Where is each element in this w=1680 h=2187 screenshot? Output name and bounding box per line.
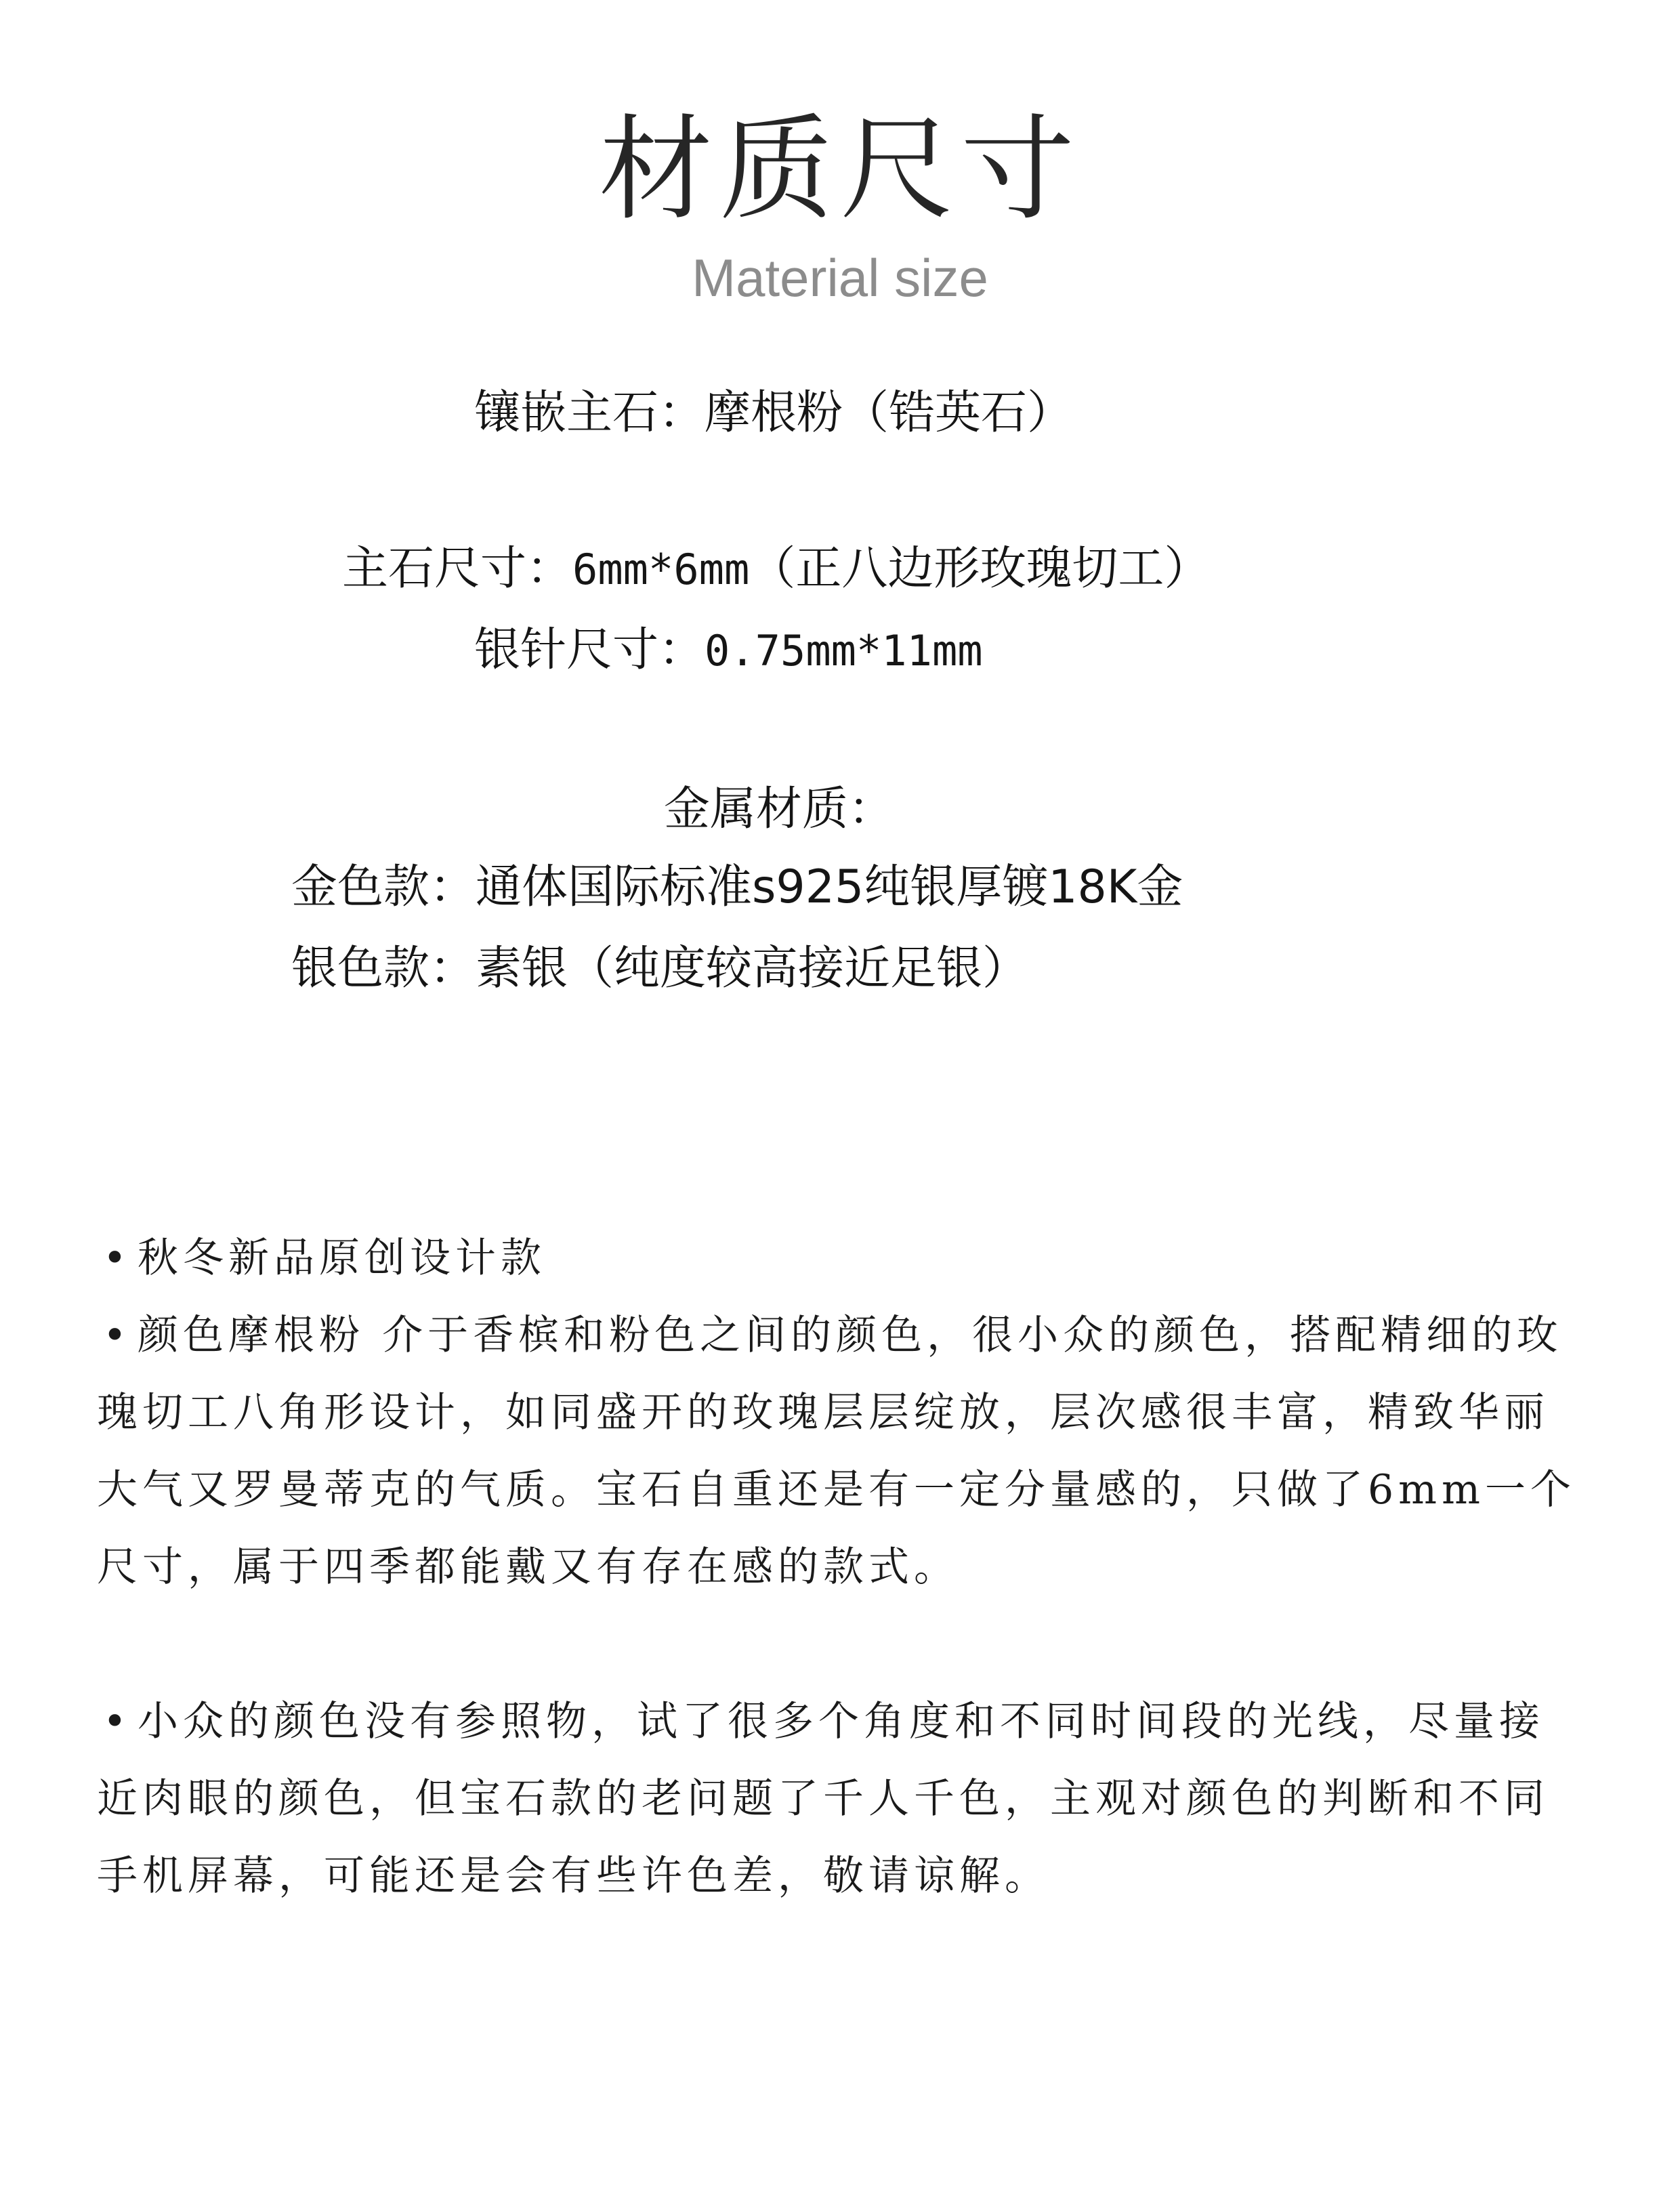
spec-main-stone-size xyxy=(342,539,1210,600)
spec-main-stone-note: （正八边形玫瑰切工） xyxy=(749,542,1211,596)
bullet-icon: • xyxy=(102,1698,132,1745)
note-item xyxy=(97,1683,1587,1915)
page-title: 材质尺寸 xyxy=(599,103,1081,236)
spec-gold-version: 金色款：通体国际标准s925纯银厚镀18K金 xyxy=(291,860,1183,914)
spec-pin-value: 0.75mm*11mm xyxy=(705,626,983,675)
spec-silver-version: 银色款：素银（纯度较高接近足银） xyxy=(291,942,1029,995)
note-item xyxy=(97,1220,1587,1297)
spec-pin-size xyxy=(474,620,983,682)
bullet-icon: • xyxy=(102,1234,132,1282)
spec-main-stone-value: 6mm*6mm xyxy=(572,545,750,594)
spec-metal-heading: 金属材质： xyxy=(664,783,895,836)
spec-inlay-stone: 镶嵌主石：摩根粉（锆英石） xyxy=(474,386,1074,440)
note-item xyxy=(97,1297,1587,1606)
page-subtitle: Material size xyxy=(692,248,988,308)
note-text: 颜色摩根粉 介于香槟和粉色之间的颜色，很小众的颜色，搭配精细的玫瑰切工八角形设计，如同盛开的玫瑰层层绽放，层次感很丰富，精致华丽大气又罗曼蒂克的气质。宝石自重还是有一定分量感的，只做了6mm一个尺寸，属于四季都能戴又有存在感的款式。 xyxy=(97,1312,1576,1591)
spec-main-stone-label: 主石尺寸： xyxy=(342,542,573,596)
note-text: 小众的颜色没有参照物，试了很多个角度和不同时间段的光线，尽量接近肉眼的颜色，但宝石款的老问题了千人千色，主观对颜色的判断和不同手机屏幕，可能还是会有些许色差，敬请谅解。 xyxy=(97,1698,1549,1900)
spec-pin-label: 银针尺寸： xyxy=(474,623,705,677)
notes-section xyxy=(97,1220,1587,1915)
bullet-icon: • xyxy=(102,1312,132,1359)
note-text: 秋冬新品原创设计款 xyxy=(138,1234,546,1282)
